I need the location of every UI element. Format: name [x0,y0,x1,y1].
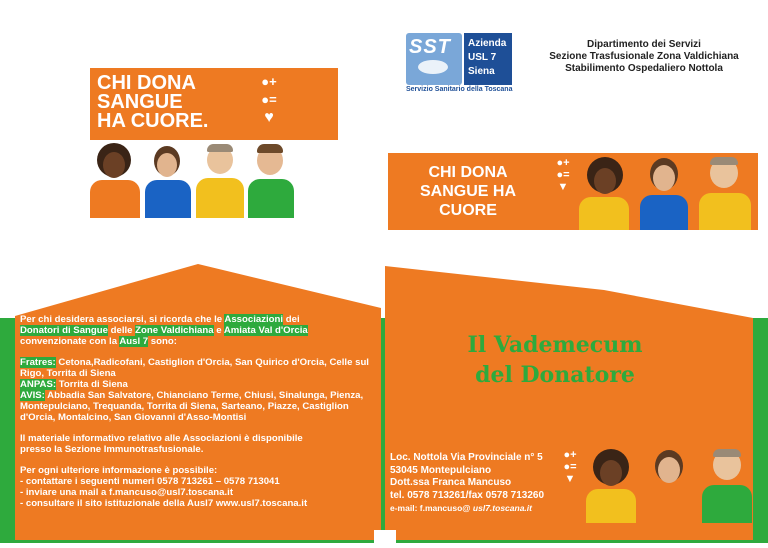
department-header [530,39,758,75]
hl-ausl7: Ausl 7 [119,336,149,347]
vademecum-title [420,330,690,390]
photo-person-orange-shirt-woman [642,445,696,523]
photo-person-blue-shirt-woman [636,153,691,230]
contact-city: 53045 Montepulciano [390,464,492,476]
info-phone: - contattare i seguenti numeri 0578 713261 – 0578 713041 [20,476,280,487]
photo-person-yellow-shirt-curly [575,153,633,230]
banner-line-1: CHI DONA [97,72,196,94]
logo-bird-icon [418,60,448,74]
fratres-list: Cetona,Radicofani, Castiglion d'Orcia, San Quirico d'Orcia, Celle sul Rigo, Torrita di Siena [20,357,369,379]
hl-donatori: Donatori di Sangue [20,325,108,336]
drop-equal-icon: ●= [563,461,577,473]
intro-paragraph: Per chi desidera associarsi, si ricorda che le Associazioni dei Donatori di Sangue delle Zone Valdichiana e Amiata Val d'Orcia convenzionate con la Ausl 7 sono: [20,314,308,347]
anpas-list: Torrita di Siena [56,379,128,390]
contact-phone: tel. 0578 713261/fax 0578 713260 [390,489,545,501]
material-line-2: presso la Sezione Immunotrasfusionale. [20,444,204,455]
drop-plus-icon: ●+ [563,449,577,461]
info-title: Per ogni ulteriore informazione è possibile: [20,465,218,476]
hl-associazioni: Associazioni [224,314,284,325]
hl-amiata: Amiata Val d'Orcia [223,325,308,336]
heart-icon: ▼ [557,181,569,193]
middle-line-1: CHI DONA [428,164,508,181]
dept-line-1: Dipartimento dei Servizi [587,39,701,50]
logo-caption: Servizio Sanitario della Toscana [406,86,513,93]
dept-line-3: Stabilimento Ospedaliero Nottola [565,63,723,74]
middle-line-2: SANGUE HA [419,183,516,200]
heart-icon: ▼ [564,473,576,485]
anpas-label: ANPAS: [20,379,57,390]
photo-person-yellow-shirt-curly-bottom [582,445,640,523]
photo-person-green-shirt-man [698,445,756,523]
contact-email: e-mail: f.mancuso@ usl7.toscana.it [390,503,532,513]
anpas-paragraph [20,379,370,390]
contact-person: Dott.ssa Franca Mancuso [390,477,512,488]
avis-paragraph [20,390,370,423]
associations-info [20,314,370,509]
avis-label: AVIS: [20,390,45,401]
middle-slogan [410,163,526,220]
logo-line-azienda: Azienda [468,38,507,49]
title-line-1: Il Vademecum [467,332,643,358]
photo-person-blue-shirt [142,140,194,218]
banner-line-3: HA CUORE. [97,110,209,132]
middle-line-3: CUORE [439,202,497,219]
sst-logo-text: SST [409,36,451,58]
photo-person-green-shirt [245,140,297,218]
material-line-1: Il materiale informativo relativo alle Associazioni è disponibile [20,433,303,444]
contact-address: Loc. Nottola Via Provinciale n° 5 [390,452,543,463]
info-website: - consultare il sito istituzionale della Ausl7 www.usl7.toscana.it [20,498,308,509]
dept-line-2: Sezione Trasfusionale Zona Valdichiana [549,51,739,62]
info-email: - inviare una mail a f.mancuso@usl7.toscana.it [20,487,234,498]
title-line-2: del Donatore [475,362,635,388]
fratres-paragraph [20,357,370,379]
banner-slogan [97,74,267,131]
photo-person-orange-shirt [88,138,143,218]
drop-plus-icon: ●+ [556,157,570,169]
avis-list: Abbadia San Salvatore, Chianciano Terme, Chiusi, Sinalunga, Pienza, Montepulciano, Trequanda, Torrita di Siena, Sarteano, Piazze, Castiglion d'Orcia, Montalcino, San Giovanni d'Asso-Montisi [20,390,364,423]
logo-line-usl: USL 7 [468,52,497,63]
drop-plus-icon: ●+ [261,74,277,89]
banner-line-2: SANGUE [97,91,183,113]
usl-logo-block [464,33,512,85]
heart-icon: ♥ [264,109,274,126]
contact-block [390,449,580,515]
fratres-label: Fratres: [20,357,56,368]
hl-valdichiana: Zone Valdichiana [135,325,214,336]
photo-person-yellow-shirt-man [694,153,754,230]
drop-equal-icon: ●= [556,169,570,181]
logo-line-siena: Siena [468,66,495,77]
footer-gap [374,530,396,543]
photo-person-yellow-shirt [194,140,246,218]
drop-equal-icon: ●= [261,92,277,107]
